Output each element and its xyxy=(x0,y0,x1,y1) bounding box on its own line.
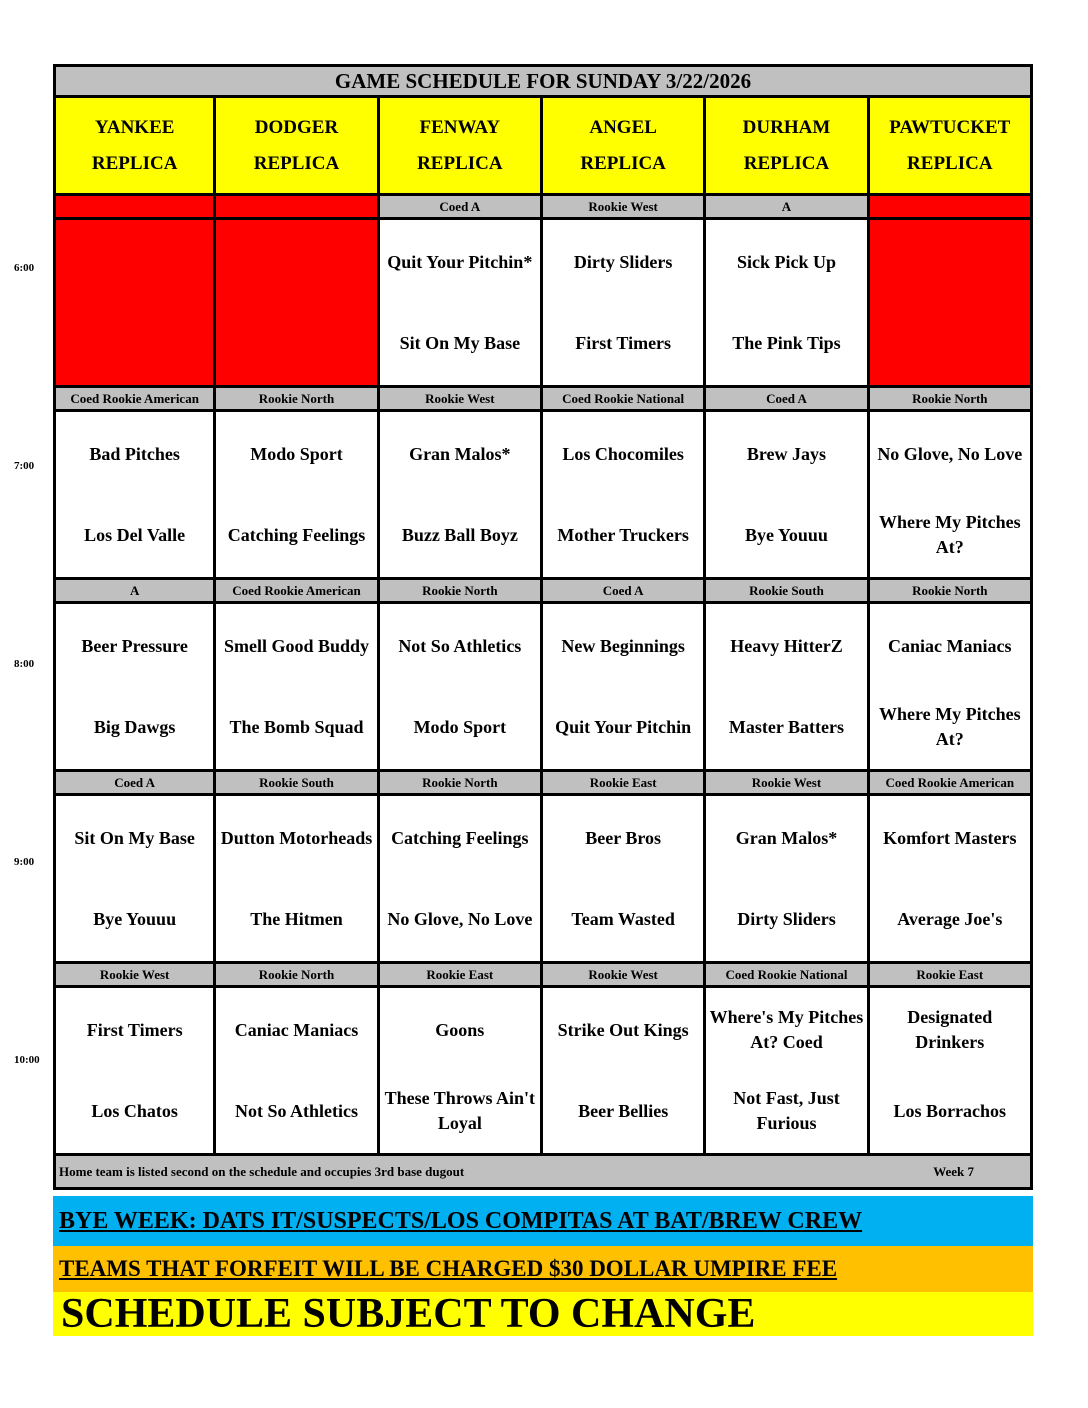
closed-field-cell xyxy=(870,220,1033,388)
away-team: No Glove, No Love xyxy=(877,443,1023,464)
away-team: Modo Sport xyxy=(250,443,343,464)
game-cell xyxy=(870,988,1033,1156)
bye-week-banner: BYE WEEK: DATS IT/SUSPECTS/LOS COMPITAS AT BAT/BREW CREW xyxy=(53,1196,1033,1246)
field-header xyxy=(216,98,379,196)
game-cell xyxy=(53,604,216,772)
game-cell xyxy=(543,988,706,1156)
time-label: 7:00 xyxy=(14,460,35,472)
game-cell xyxy=(706,796,869,964)
away-team: Bad Pitches xyxy=(89,443,180,464)
game-cell xyxy=(53,796,216,964)
division-row xyxy=(53,964,1033,988)
home-team: Los Chatos xyxy=(91,1100,178,1121)
game-cell xyxy=(380,220,543,388)
division-label: Rookie West xyxy=(543,196,706,220)
away-team: Strike Out Kings xyxy=(557,1019,689,1040)
away-team: Beer Bros xyxy=(585,827,662,848)
game-cell xyxy=(543,220,706,388)
schedule-footer xyxy=(53,1156,1033,1190)
time-label: 6:00 xyxy=(14,262,35,274)
game-cell xyxy=(380,988,543,1156)
home-team: Sit On My Base xyxy=(399,332,521,353)
forfeit-banner: TEAMS THAT FORFEIT WILL BE CHARGED $30 DOLLAR UMPIRE FEE xyxy=(53,1246,1033,1292)
division-label: Rookie North xyxy=(870,580,1033,604)
division-label: A xyxy=(53,580,216,604)
away-team: Goons xyxy=(435,1019,485,1040)
home-team xyxy=(218,315,374,371)
game-cell xyxy=(216,988,379,1156)
away-team: Sick Pick Up xyxy=(736,251,836,272)
home-team: Where My Pitches At? xyxy=(878,512,1021,557)
division-label: Coed Rookie National xyxy=(706,964,869,988)
closed-field-cell xyxy=(216,196,379,220)
division-label: Rookie East xyxy=(870,964,1033,988)
division-label: Rookie North xyxy=(380,580,543,604)
away-team: Caniac Maniacs xyxy=(234,1019,359,1040)
division-row xyxy=(53,388,1033,412)
time-label: 9:00 xyxy=(14,856,35,868)
time-label: 8:00 xyxy=(14,658,35,670)
closed-field-cell xyxy=(216,220,379,388)
away-team: Komfort Masters xyxy=(883,827,1017,848)
division-label: Rookie North xyxy=(870,388,1033,412)
away-team: Brew Jays xyxy=(746,443,827,464)
week-label: Week 7 xyxy=(933,1163,974,1179)
field-name: DODGER xyxy=(254,116,339,138)
away-team: Designated Drinkers xyxy=(907,1007,993,1052)
home-team: Beer Bellies xyxy=(578,1100,669,1121)
game-cell xyxy=(706,604,869,772)
field-type: REPLICA xyxy=(743,152,830,174)
field-header-row xyxy=(53,98,1033,196)
division-label: Coed Rookie American xyxy=(870,772,1033,796)
home-team xyxy=(872,315,1028,371)
home-team: The Pink Tips xyxy=(732,332,841,353)
home-team: Bye Youuu xyxy=(745,524,828,545)
division-row xyxy=(53,772,1033,796)
schedule-change-banner: SCHEDULE SUBJECT TO CHANGE xyxy=(53,1292,1033,1336)
division-label: Coed A xyxy=(706,388,869,412)
division-label: Rookie West xyxy=(53,964,216,988)
game-row xyxy=(53,220,1033,388)
away-team: Heavy HitterZ xyxy=(730,635,843,656)
field-header xyxy=(53,98,216,196)
away-team: Catching Feelings xyxy=(391,827,529,848)
home-team: Quit Your Pitchin xyxy=(555,716,692,737)
field-header xyxy=(706,98,869,196)
division-label: Coed Rookie American xyxy=(216,580,379,604)
away-team: Not So Athletics xyxy=(398,635,522,656)
away-team xyxy=(218,234,374,290)
home-team xyxy=(58,315,211,371)
game-cell xyxy=(380,412,543,580)
closed-field-cell xyxy=(53,220,216,388)
division-label: Rookie East xyxy=(380,964,543,988)
division-label: A xyxy=(706,196,869,220)
home-team: Not Fast, Just Furious xyxy=(733,1088,840,1133)
game-row xyxy=(53,988,1033,1156)
home-team: These Throws Ain't Loyal xyxy=(384,1088,535,1133)
game-cell xyxy=(216,412,379,580)
home-team: Modo Sport xyxy=(413,716,507,737)
away-team xyxy=(58,234,211,290)
field-type: REPLICA xyxy=(91,152,178,174)
game-cell xyxy=(380,796,543,964)
home-team-note: Home team is listed second on the schedule and occupies 3rd base dugout xyxy=(59,1163,465,1179)
game-cell xyxy=(380,604,543,772)
schedule-sheet xyxy=(53,64,1033,1190)
division-label: Coed Rookie American xyxy=(53,388,216,412)
home-team: Dirty Sliders xyxy=(737,908,836,929)
division-label: Rookie West xyxy=(380,388,543,412)
away-team: Sit On My Base xyxy=(74,827,195,848)
field-name: PAWTUCKET xyxy=(889,116,1011,138)
field-name: DURHAM xyxy=(742,116,831,138)
home-team: Los Del Valle xyxy=(84,524,186,545)
game-cell xyxy=(870,604,1033,772)
away-team: Smell Good Buddy xyxy=(223,635,370,656)
home-team: First Timers xyxy=(575,332,672,353)
home-team: The Hitmen xyxy=(250,908,343,929)
away-team: Gran Malos* xyxy=(735,827,838,848)
game-cell xyxy=(543,796,706,964)
field-header xyxy=(543,98,706,196)
game-cell xyxy=(706,412,869,580)
game-cell xyxy=(706,220,869,388)
away-team: Los Chocomiles xyxy=(562,443,684,464)
division-label: Rookie North xyxy=(216,388,379,412)
away-team: Quit Your Pitchin* xyxy=(387,251,533,272)
away-team xyxy=(872,234,1028,290)
division-label: Coed A xyxy=(543,580,706,604)
home-team: Catching Feelings xyxy=(227,524,366,545)
game-cell xyxy=(543,412,706,580)
home-team: Los Borrachos xyxy=(893,1100,1007,1121)
home-team: Master Batters xyxy=(728,716,845,737)
division-label: Rookie West xyxy=(706,772,869,796)
away-team: New Beginnings xyxy=(561,635,685,656)
schedule-title: GAME SCHEDULE FOR SUNDAY 3/22/2026 xyxy=(53,64,1033,98)
closed-field-cell xyxy=(870,196,1033,220)
game-cell xyxy=(543,604,706,772)
home-team: The Bomb Squad xyxy=(229,716,364,737)
field-header xyxy=(870,98,1033,196)
division-label: Coed A xyxy=(53,772,216,796)
division-label: Coed A xyxy=(380,196,543,220)
time-slots xyxy=(53,196,1033,1156)
field-name: ANGEL xyxy=(589,116,657,138)
field-type: REPLICA xyxy=(253,152,340,174)
home-team: Bye Youuu xyxy=(93,908,177,929)
field-header xyxy=(380,98,543,196)
home-team: Buzz Ball Boyz xyxy=(401,524,518,545)
game-row xyxy=(53,412,1033,580)
field-type: REPLICA xyxy=(417,152,503,174)
home-team: Mother Truckers xyxy=(557,524,689,545)
game-cell xyxy=(53,988,216,1156)
home-team: Average Joe's xyxy=(897,908,1003,929)
time-label: 10:00 xyxy=(14,1054,40,1066)
game-cell xyxy=(870,412,1033,580)
game-cell xyxy=(216,604,379,772)
away-team: First Timers xyxy=(86,1019,183,1040)
closed-field-cell xyxy=(53,196,216,220)
game-cell xyxy=(216,796,379,964)
division-row xyxy=(53,196,1033,220)
game-cell xyxy=(706,988,869,1156)
division-label: Rookie North xyxy=(216,964,379,988)
away-team: Beer Pressure xyxy=(81,635,188,656)
home-team: Where My Pitches At? xyxy=(878,704,1021,749)
away-team: Gran Malos* xyxy=(409,443,511,464)
field-type: REPLICA xyxy=(580,152,666,174)
division-label: Rookie West xyxy=(543,964,706,988)
home-team: Team Wasted xyxy=(571,908,675,929)
home-team: Big Dawgs xyxy=(93,716,176,737)
division-row xyxy=(53,580,1033,604)
division-label: Rookie South xyxy=(706,580,869,604)
division-label: Rookie North xyxy=(380,772,543,796)
game-row xyxy=(53,796,1033,964)
division-label: Rookie South xyxy=(216,772,379,796)
game-row xyxy=(53,604,1033,772)
division-label: Coed Rookie National xyxy=(543,388,706,412)
game-cell xyxy=(53,412,216,580)
home-team: No Glove, No Love xyxy=(387,908,533,929)
game-cell xyxy=(870,796,1033,964)
field-type: REPLICA xyxy=(907,152,993,174)
away-team: Caniac Maniacs xyxy=(888,635,1012,656)
away-team: Where's My Pitches At? Coed xyxy=(709,1007,864,1052)
away-team: Dirty Sliders xyxy=(573,251,673,272)
field-name: YANKEE xyxy=(94,116,175,138)
division-label: Rookie East xyxy=(543,772,706,796)
field-name: FENWAY xyxy=(419,116,501,138)
home-team: Not So Athletics xyxy=(234,1100,358,1121)
away-team: Dutton Motorheads xyxy=(220,827,373,848)
